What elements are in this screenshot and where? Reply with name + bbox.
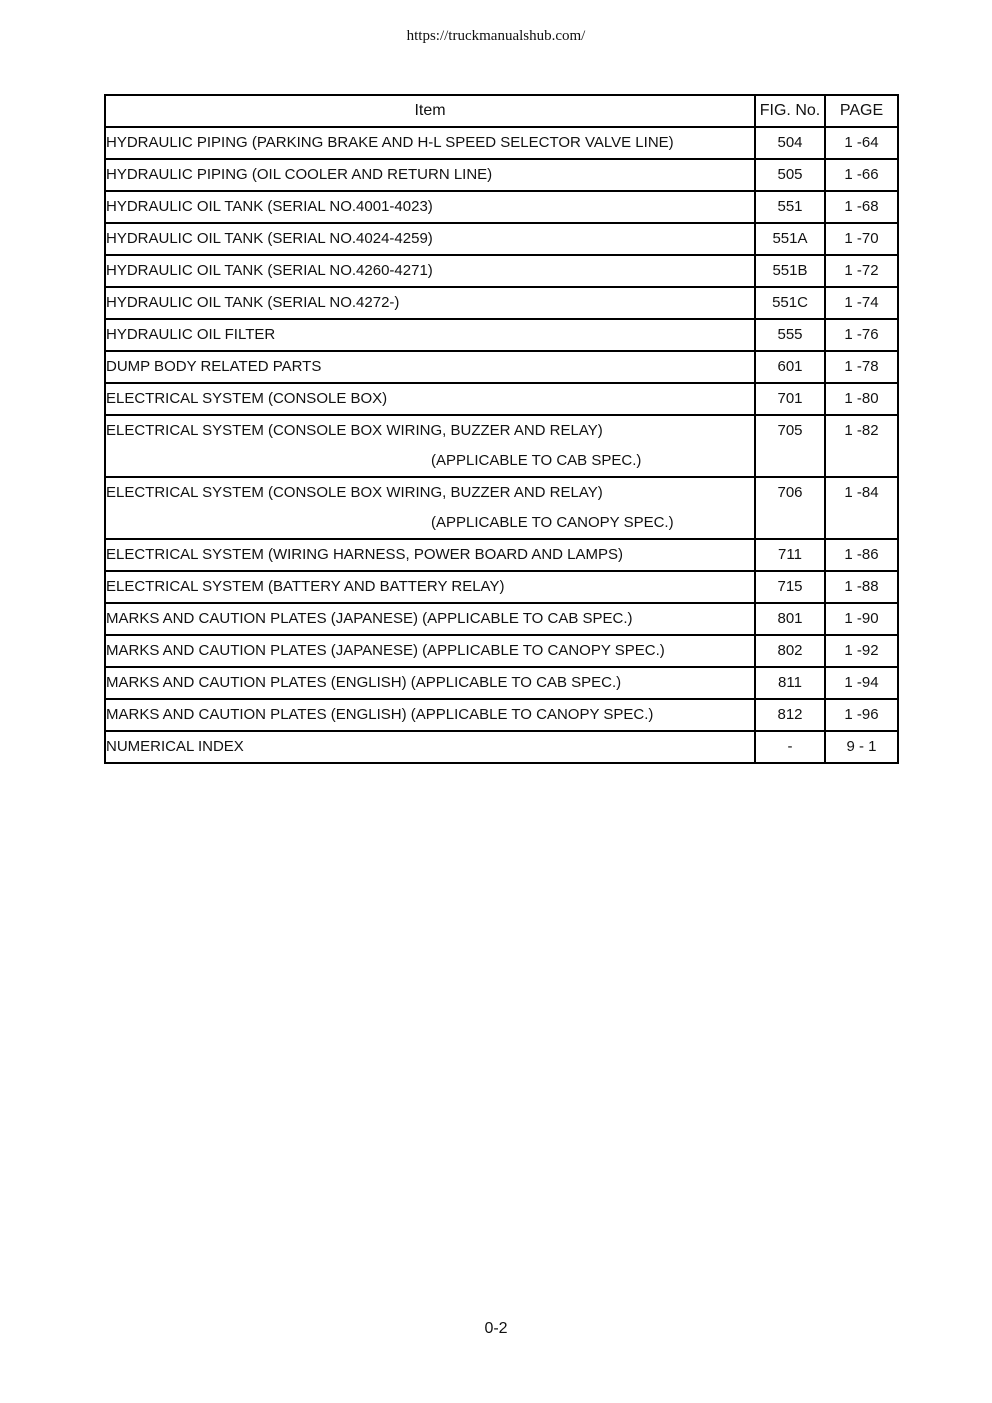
item-cell (105, 319, 755, 351)
page-ref: 1 -66 (844, 166, 879, 183)
page-cell (825, 539, 898, 571)
page-cell (825, 127, 898, 159)
fig-no-cell (755, 191, 825, 223)
item-title: ELECTRICAL SYSTEM (BATTERY AND BATTERY RELAY) (106, 578, 505, 595)
table-row (105, 731, 898, 763)
page-cell (825, 351, 898, 383)
fig-no-cell (755, 571, 825, 603)
table-row (105, 319, 898, 351)
page-cell (825, 223, 898, 255)
item-cell (105, 223, 755, 255)
fig-no: 504 (777, 134, 803, 151)
page-ref: 1 -80 (844, 390, 879, 407)
item-title: ELECTRICAL SYSTEM (CONSOLE BOX) (106, 390, 388, 407)
fig-no: 551A (772, 230, 808, 247)
fig-no-cell (755, 127, 825, 159)
item-cell (105, 255, 755, 287)
item-cell (105, 159, 755, 191)
table-row (105, 603, 898, 635)
item-subtitle: (APPLICABLE TO CAB SPEC.) (431, 452, 642, 469)
table-row (105, 223, 898, 255)
fig-no: 811 (778, 674, 802, 691)
page-ref: 1 -70 (844, 230, 879, 247)
page-ref: 1 -68 (844, 198, 879, 215)
fig-no: - (787, 738, 793, 755)
fig-no: 812 (777, 706, 803, 723)
item-title: HYDRAULIC OIL TANK (SERIAL NO.4001-4023) (106, 198, 433, 215)
fig-no-cell (755, 731, 825, 763)
page-cell (825, 191, 898, 223)
table-row (105, 415, 898, 477)
table-row (105, 539, 898, 571)
fig-no: 551 (777, 198, 803, 215)
fig-no: 601 (777, 358, 803, 375)
page-ref: 1 -82 (844, 422, 879, 439)
item-cell (105, 667, 755, 699)
item-cell (105, 477, 755, 539)
table-row (105, 127, 898, 159)
page-cell (825, 603, 898, 635)
fig-no: 711 (778, 546, 802, 563)
item-title: NUMERICAL INDEX (106, 738, 244, 755)
fig-no-cell (755, 255, 825, 287)
fig-no-cell (755, 603, 825, 635)
page-ref: 1 -84 (844, 484, 879, 501)
item-title: MARKS AND CAUTION PLATES (JAPANESE) (APPLICABLE TO CAB SPEC.) (106, 610, 633, 627)
table-row (105, 571, 898, 603)
fig-no: 551C (772, 294, 808, 311)
table-row (105, 383, 898, 415)
page-ref: 1 -74 (844, 294, 879, 311)
page-ref: 1 -94 (844, 674, 879, 691)
item-title: MARKS AND CAUTION PLATES (JAPANESE) (APPLICABLE TO CANOPY SPEC.) (106, 642, 665, 659)
fig-no: 551B (772, 262, 808, 279)
table-row (105, 287, 898, 319)
fig-no-cell (755, 319, 825, 351)
fig-no-cell (755, 477, 825, 539)
item-subtitle: (APPLICABLE TO CANOPY SPEC.) (431, 514, 674, 531)
item-title: ELECTRICAL SYSTEM (CONSOLE BOX WIRING, BUZZER AND RELAY) (106, 484, 603, 501)
page-number: 0-2 (484, 1320, 508, 1337)
page-cell (825, 287, 898, 319)
header-item: Item (105, 95, 755, 127)
page-ref: 1 -78 (844, 358, 879, 375)
fig-no-cell (755, 383, 825, 415)
fig-no-cell (755, 287, 825, 319)
page-ref: 1 -92 (844, 642, 879, 659)
page-cell (825, 319, 898, 351)
item-cell (105, 383, 755, 415)
table-row (105, 477, 898, 539)
fig-no: 705 (777, 422, 803, 439)
item-cell (105, 635, 755, 667)
fig-no: 715 (777, 578, 803, 595)
item-title: ELECTRICAL SYSTEM (WIRING HARNESS, POWER BOARD AND LAMPS) (106, 546, 624, 563)
item-title: HYDRAULIC OIL TANK (SERIAL NO.4024-4259) (106, 230, 433, 247)
fig-no-cell (755, 159, 825, 191)
item-title: HYDRAULIC PIPING (PARKING BRAKE AND H-L SPEED SELECTOR VALVE LINE) (106, 134, 674, 151)
page-cell (825, 667, 898, 699)
item-cell (105, 731, 755, 763)
page-ref: 1 -96 (844, 706, 879, 723)
page-ref: 1 -72 (844, 262, 879, 279)
header-fig-no: FIG. No. (755, 95, 825, 127)
item-cell (105, 699, 755, 731)
fig-no-cell (755, 351, 825, 383)
page-ref: 1 -76 (844, 326, 879, 343)
fig-no-cell (755, 223, 825, 255)
table-row (105, 635, 898, 667)
contents-table (104, 94, 899, 764)
fig-no: 505 (777, 166, 803, 183)
page-cell (825, 415, 898, 477)
fig-no-cell (755, 635, 825, 667)
item-title: HYDRAULIC PIPING (OIL COOLER AND RETURN LINE) (106, 166, 493, 183)
page-cell (825, 635, 898, 667)
table-body (105, 127, 898, 763)
page-cell (825, 383, 898, 415)
item-cell (105, 603, 755, 635)
fig-no-cell (755, 415, 825, 477)
item-title: HYDRAULIC OIL TANK (SERIAL NO.4272-) (106, 294, 400, 311)
table-row (105, 351, 898, 383)
page-cell (825, 255, 898, 287)
table-row (105, 255, 898, 287)
page-cell (825, 477, 898, 539)
page-cell (825, 159, 898, 191)
header-page: PAGE (825, 95, 898, 127)
page-ref: 1 -64 (844, 134, 879, 151)
fig-no: 555 (777, 326, 803, 343)
table-row (105, 191, 898, 223)
page-cell (825, 571, 898, 603)
fig-no-cell (755, 699, 825, 731)
fig-no: 701 (777, 390, 803, 407)
item-title: DUMP BODY RELATED PARTS (106, 358, 322, 375)
item-title: ELECTRICAL SYSTEM (CONSOLE BOX WIRING, BUZZER AND RELAY) (106, 422, 603, 439)
fig-no: 802 (777, 642, 803, 659)
page-cell (825, 731, 898, 763)
page-ref: 1 -86 (844, 546, 879, 563)
page-cell (825, 699, 898, 731)
item-cell (105, 571, 755, 603)
table-header-row (105, 95, 898, 127)
item-cell (105, 191, 755, 223)
table-row (105, 667, 898, 699)
item-title: MARKS AND CAUTION PLATES (ENGLISH) (APPLICABLE TO CAB SPEC.) (106, 674, 622, 691)
fig-no: 706 (777, 484, 803, 501)
item-title: HYDRAULIC OIL TANK (SERIAL NO.4260-4271) (106, 262, 433, 279)
page-ref: 9 - 1 (846, 738, 877, 755)
fig-no-cell (755, 539, 825, 571)
item-cell (105, 415, 755, 477)
item-cell (105, 351, 755, 383)
item-cell (105, 127, 755, 159)
item-cell (105, 539, 755, 571)
fig-no: 801 (777, 610, 803, 627)
item-title: HYDRAULIC OIL FILTER (106, 326, 276, 343)
item-cell (105, 287, 755, 319)
source-url[interactable]: https://truckmanualshub.com/ (406, 28, 586, 44)
page-ref: 1 -90 (844, 610, 879, 627)
table-row (105, 699, 898, 731)
page-ref: 1 -88 (844, 578, 879, 595)
item-title: MARKS AND CAUTION PLATES (ENGLISH) (APPLICABLE TO CANOPY SPEC.) (106, 706, 654, 723)
table-row (105, 159, 898, 191)
fig-no-cell (755, 667, 825, 699)
